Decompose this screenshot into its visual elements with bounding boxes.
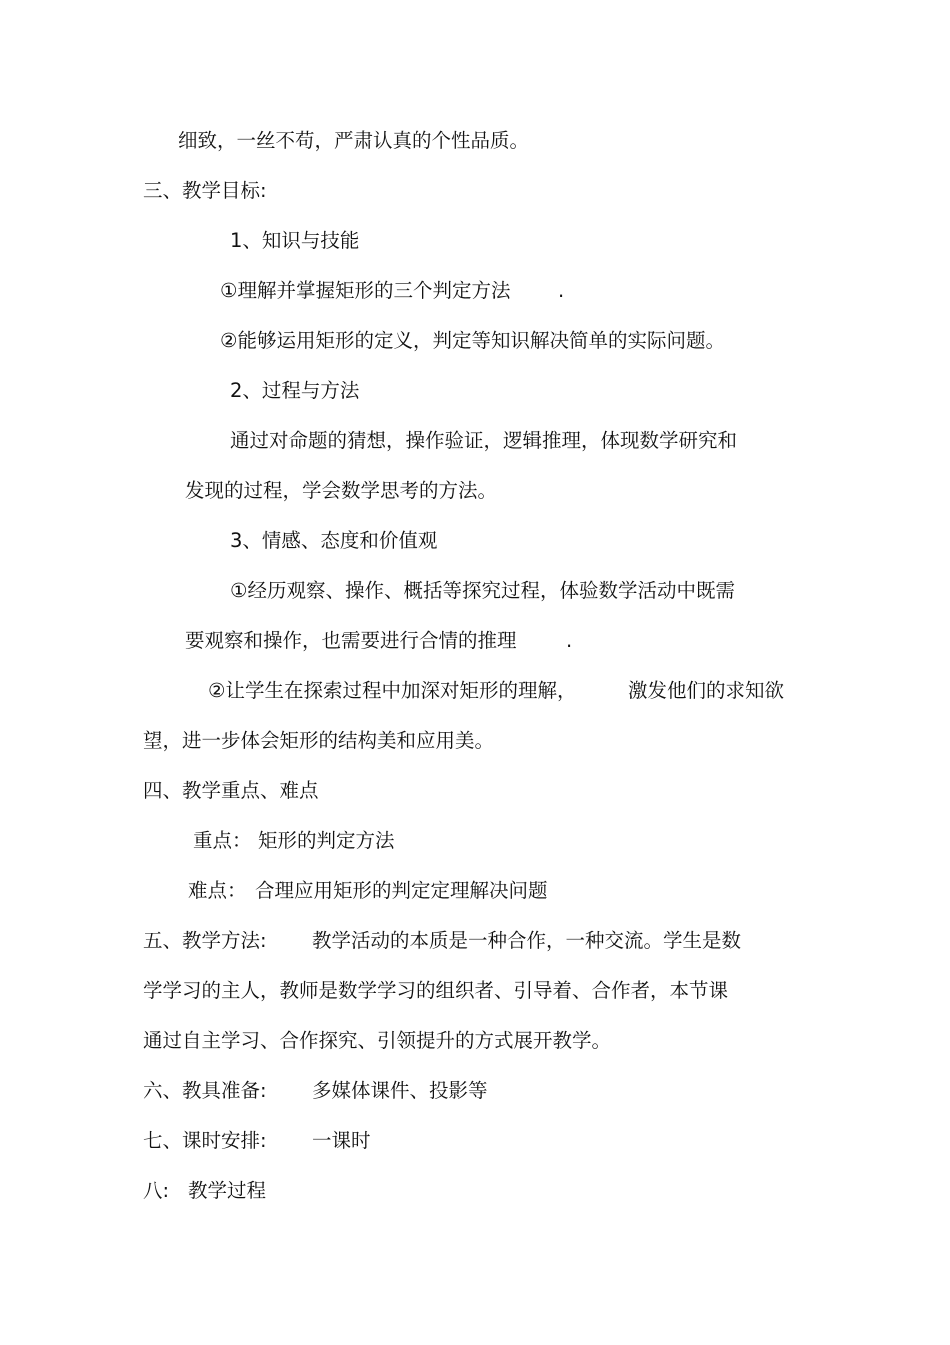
text-span: 五、教学方法: [143, 929, 267, 952]
text-line [143, 728, 494, 754]
text-span: 难点： [188, 879, 247, 902]
text-span: ②能够运用矩形的定义，判定等知识解决简单的实际问题。 [220, 329, 725, 352]
subsection-heading [230, 378, 359, 404]
text-line [220, 328, 725, 354]
text-line [208, 678, 576, 704]
text-span: 激发他们的求知欲 [628, 679, 785, 702]
text-span: 发现的过程，学会数学思考的方法。 [185, 479, 498, 502]
text-span: . [566, 629, 573, 652]
text-line [220, 278, 510, 304]
section-heading [143, 1178, 169, 1204]
section-heading [143, 928, 267, 954]
text-span: 三、教学目标: [143, 179, 267, 202]
text-line [255, 878, 548, 904]
section-heading [143, 1078, 267, 1104]
text-span: 1、知识与技能 [230, 229, 360, 252]
text-line [312, 1078, 488, 1104]
text-span: 细致，一丝不苟，严肃认真的个性品质。 [178, 129, 530, 152]
text-line [566, 628, 572, 654]
text-span: 通过对命题的猜想，操作验证，逻辑推理，体现数学研究和 [230, 429, 738, 452]
text-span: 八: [143, 1179, 170, 1202]
text-line [188, 1178, 266, 1204]
text-span: 望，进一步体会矩形的结构美和应用美。 [143, 729, 495, 752]
text-line [185, 478, 497, 504]
text-span: 教学过程 [188, 1179, 267, 1202]
text-span: 合理应用矩形的判定定理解决问题 [255, 879, 548, 902]
text-line [143, 1028, 611, 1054]
subsection-heading [230, 228, 359, 254]
text-span: 学学习的主人，教师是数学学习的组织者、引导着、合作者，本节课 [143, 979, 729, 1002]
text-line [628, 678, 784, 704]
text-line [230, 578, 735, 604]
text-span: ①经历观察、操作、概括等探究过程，体验数学活动中既需 [230, 579, 735, 602]
section-heading [143, 778, 319, 804]
text-line [185, 628, 517, 654]
text-line [312, 1128, 371, 1154]
text-line [143, 978, 728, 1004]
text-line [258, 828, 395, 854]
text-span: 矩形的判定方法 [258, 829, 395, 852]
text-span: 多媒体课件、投影等 [312, 1079, 488, 1102]
text-span: 七、课时安排: [143, 1129, 267, 1152]
text-span: ①理解并掌握矩形的三个判定方法 [220, 279, 511, 302]
text-line [312, 928, 741, 954]
text-line [178, 128, 529, 154]
text-span: 2、过程与方法 [230, 379, 360, 402]
text-line [188, 878, 247, 904]
text-line [558, 278, 564, 304]
text-span: 四、教学重点、难点 [143, 779, 319, 802]
subsection-heading [230, 528, 437, 554]
text-span: 六、教具准备: [143, 1079, 267, 1102]
text-span: ②让学生在探索过程中加深对矩形的理解， [208, 679, 577, 702]
section-heading [143, 1128, 267, 1154]
text-line [193, 828, 252, 854]
text-span: 重点： [193, 829, 252, 852]
text-span: 要观察和操作，也需要进行合情的推理 [185, 629, 517, 652]
text-span: 通过自主学习、合作探究、引领提升的方式展开教学。 [143, 1029, 612, 1052]
text-span: 一课时 [312, 1129, 371, 1152]
text-span: 3、情感、态度和价值观 [230, 529, 438, 552]
text-span: . [558, 279, 565, 302]
text-line [230, 428, 737, 454]
text-span: 教学活动的本质是一种合作，一种交流。学生是数 [312, 929, 742, 952]
section-heading [143, 178, 267, 204]
